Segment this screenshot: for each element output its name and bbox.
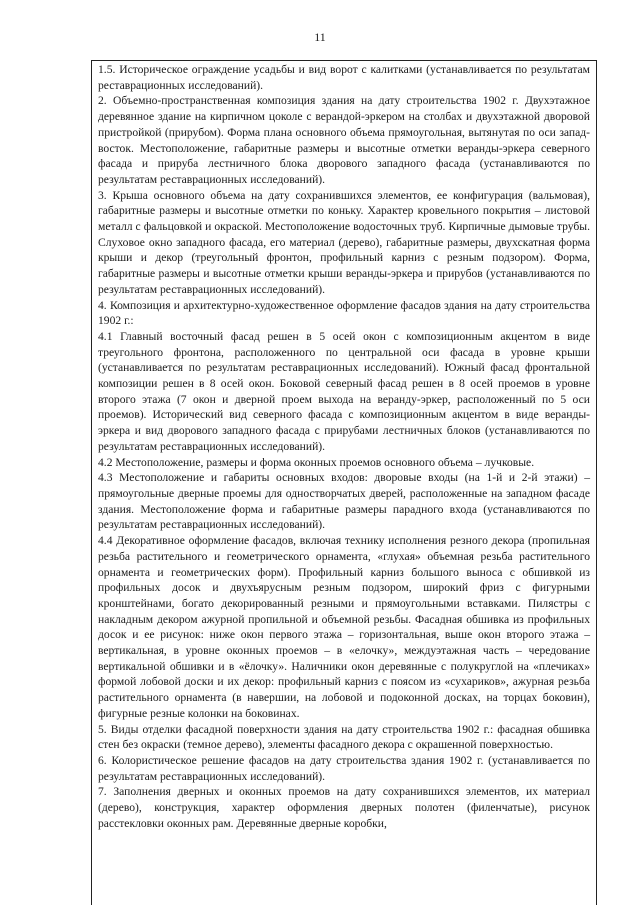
text-frame <box>91 60 597 905</box>
paragraph-4: 4. Композиция и архитектурно-художественное оформление фасадов здания на дату строительства 1902 г.: <box>98 298 590 328</box>
paragraph-4-1: 4.1 Главный восточный фасад решен в 5 осей окон с композиционным акцентом в виде треугольного фронтона, расположенного по центральной оси фасада в уровне крыши (устанавливается по результатам реставрационных исследований). Южный фасад фронтальной композиции решен в 8 осей окон. Боковой северный фасад решен в 8 осей проемов в уровне второго этажа (7 окон и дверной проем выхода на веранду-эркер, расположенный по 5 оси проемов). Исторический вид северного фасада с композиционным акцентом в виде веранды-эркера и вид дворового западного фасада с прирубами лестничных блоков (устанавливаются по результатам реставрационных исследований). <box>98 329 590 453</box>
page-number: 11 <box>314 30 326 44</box>
paragraph-2: 2. Объемно-пространственная композиция здания на дату строительства 1902 г. Двухэтажное деревянное здание на кирпичном цоколе с верандой-эркером на столбах и двухэтажной дворовой пристройкой (прирубом). Форма плана основного объема прямоугольная, вытянутая по оси запад-восток. Местоположение, габаритные размеры и высотные отметки веранды-эркера северного фасада и прируба лестничного блока дворового западного фасада (устанавливаются по результатам реставрационных исследований). <box>98 94 590 186</box>
paragraph-7: 7. Заполнения дверных и оконных проемов на дату сохранившихся элементов, их материал (дерево), конструкция, характер оформления дверных полотен (филенчатые), рисунок расстекловки оконных рам. Деревянные дверные коробки, <box>98 785 590 830</box>
paragraph-4-3: 4.3 Местоположение и габариты основных входов: дворовые входы (на 1-й и 2-й этажи) – прямоугольные дверные проемы для одностворчатых дверей, расположенные на западном фасаде здания. Местоположение форма и габаритные размеры парадного входа (устанавливаются по результатам реставрационных исследований). <box>98 471 590 532</box>
paragraph-1-5: 1.5. Историческое ограждение усадьбы и вид ворот с калитками (устанавливается по результатам реставрационных исследований). <box>98 63 590 92</box>
paragraph-5: 5. Виды отделки фасадной поверхности здания на дату строительства 1902 г.: фасадная обшивка стен без окраски (темное дерево), элементы фасадного декора с окрашенной поверхностью. <box>98 722 590 752</box>
document-body <box>92 61 596 831</box>
paragraph-4-4: 4.4 Декоративное оформление фасадов, включая технику исполнения резного декора (пропильная резьба растительного и геометрического орнамента, «глухая» объемная резьба растительного орнамента и геометрических форм). Профильный карниз большого выноса с обшивкой из профильных досок и двухъярусным резным подзором, широкий фриз с фигурными кронштейнами, богато декорированный резными и прямоугольными вставками. Пилястры с накладным декором ажурной пропильной и объемной резьбы. Фасадная обшивка из профильных досок и ее рисунок: ниже окон первого этажа – горизонтальная, выше окон второго этажа – вертикальная, в уровне оконных проемов – в «елочку», междуэтажная часть – чередование вертикальной обшивки и в «ёлочку». Наличники окон деревянные с полукруглой на «плечиках» формой лобовой доски и их декор: профильный карниз с поясом из «сухариков», ажурная резьба растительного орнамента (в навершии, на лобовой и подоконной досках, на торцах боковин), фигурные резные колонки на боковинах. <box>98 534 590 720</box>
paragraph-3: 3. Крыша основного объема на дату сохранившихся элементов, ее конфигурация (вальмовая), габаритные размеры и высотные отметки по коньку. Характер кровельного покрытия – листовой металл с фальцовкой и окраской. Местоположение водосточных труб. Кирпичные дымовые трубы. Слуховое окно западного фасада, его материал (дерево), габаритные размеры, двухскатная форма крыши и декор (треугольный фронтон, профильный карниз с резным подзором). Форма, габаритные размеры и высотные отметки крыши веранды-эркера и прирубов (устанавливаются по результатам реставрационных исследований). <box>98 188 590 296</box>
paragraph-6: 6. Колористическое решение фасадов на дату строительства здания 1902 г. (устанавливается по результатам реставрационных исследований). <box>98 753 590 783</box>
paragraph-4-2: 4.2 Местоположение, размеры и форма оконных проемов основного объема – лучковые. <box>98 455 535 469</box>
